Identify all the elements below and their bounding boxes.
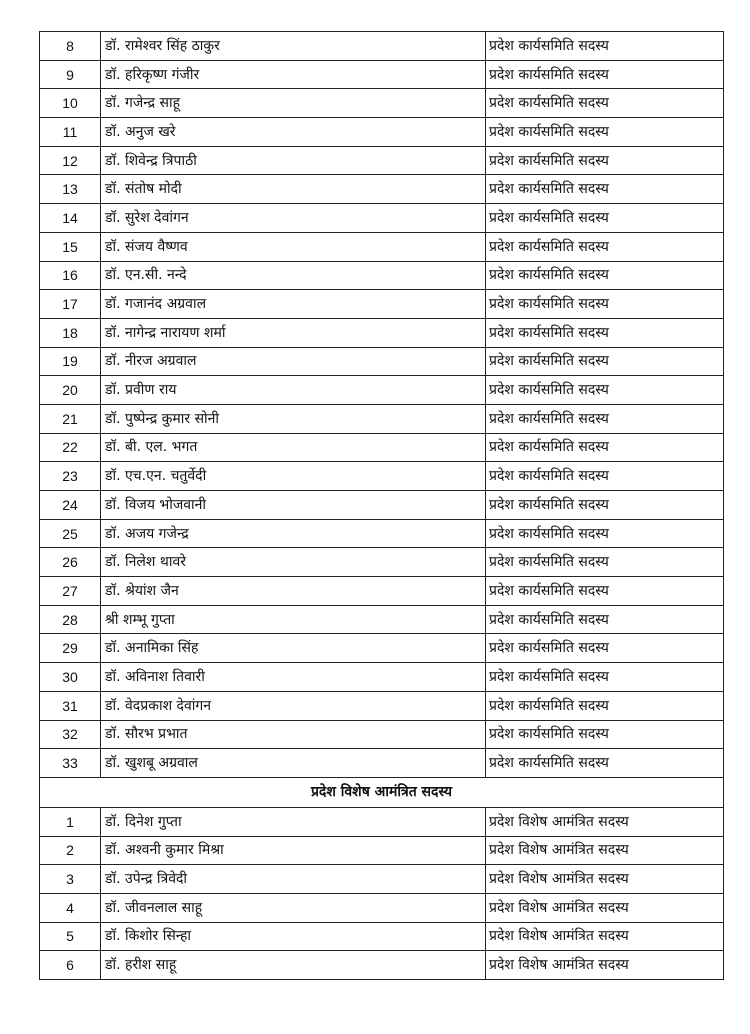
serial-number: 9 xyxy=(40,60,101,89)
table-row xyxy=(40,691,724,720)
serial-number: 24 xyxy=(40,491,101,520)
member-post: प्रदेश कार्यसमिति सदस्य xyxy=(486,462,724,491)
serial-number: 29 xyxy=(40,634,101,663)
serial-number: 28 xyxy=(40,605,101,634)
member-name: डॉ. किशोर सिन्हा xyxy=(101,922,486,951)
serial-number: 12 xyxy=(40,146,101,175)
member-name: डॉ. अजय गजेन्द्र xyxy=(101,519,486,548)
table-row xyxy=(40,261,724,290)
serial-number: 21 xyxy=(40,404,101,433)
table-row xyxy=(40,175,724,204)
member-post: प्रदेश कार्यसमिति सदस्य xyxy=(486,146,724,175)
serial-number: 13 xyxy=(40,175,101,204)
serial-number: 16 xyxy=(40,261,101,290)
table-row xyxy=(40,951,724,980)
table-row xyxy=(40,118,724,147)
table-row xyxy=(40,836,724,865)
serial-number: 33 xyxy=(40,749,101,778)
section-title: प्रदेश विशेष आमंत्रित सदस्य xyxy=(40,777,724,807)
serial-number: 2 xyxy=(40,836,101,865)
member-post: प्रदेश विशेष आमंत्रित सदस्य xyxy=(486,865,724,894)
member-post: प्रदेश विशेष आमंत्रित सदस्य xyxy=(486,893,724,922)
karyasamiti-members xyxy=(40,32,724,778)
member-name: डॉ. सुरेश देवांगन xyxy=(101,204,486,233)
member-post: प्रदेश कार्यसमिति सदस्य xyxy=(486,577,724,606)
member-name: डॉ. अनामिका सिंह xyxy=(101,634,486,663)
member-name: श्री शम्भू गुप्ता xyxy=(101,605,486,634)
member-name: डॉ. एच.एन. चतुर्वेदी xyxy=(101,462,486,491)
serial-number: 5 xyxy=(40,922,101,951)
member-post: प्रदेश कार्यसमिति सदस्य xyxy=(486,376,724,405)
table-row xyxy=(40,404,724,433)
member-post: प्रदेश विशेष आमंत्रित सदस्य xyxy=(486,922,724,951)
member-name: डॉ. वेदप्रकाश देवांगन xyxy=(101,691,486,720)
member-name: डॉ. शिवेन्द्र त्रिपाठी xyxy=(101,146,486,175)
member-post: प्रदेश कार्यसमिति सदस्य xyxy=(486,720,724,749)
serial-number: 27 xyxy=(40,577,101,606)
member-post: प्रदेश कार्यसमिति सदस्य xyxy=(486,749,724,778)
member-name: डॉ. नागेन्द्र नारायण शर्मा xyxy=(101,318,486,347)
member-post: प्रदेश कार्यसमिति सदस्य xyxy=(486,404,724,433)
serial-number: 32 xyxy=(40,720,101,749)
member-name: डॉ. अविनाश तिवारी xyxy=(101,663,486,692)
member-post: प्रदेश कार्यसमिति सदस्य xyxy=(486,318,724,347)
table-row xyxy=(40,60,724,89)
member-name: डॉ. दिनेश गुप्ता xyxy=(101,807,486,836)
table-row xyxy=(40,462,724,491)
table-row xyxy=(40,577,724,606)
member-name: डॉ. श्रेयांश जैन xyxy=(101,577,486,606)
member-name: डॉ. अनुज खरे xyxy=(101,118,486,147)
table-row xyxy=(40,922,724,951)
table-row xyxy=(40,89,724,118)
serial-number: 30 xyxy=(40,663,101,692)
serial-number: 6 xyxy=(40,951,101,980)
member-post: प्रदेश कार्यसमिति सदस्य xyxy=(486,605,724,634)
serial-number: 15 xyxy=(40,232,101,261)
member-post: प्रदेश कार्यसमिति सदस्य xyxy=(486,347,724,376)
member-name: डॉ. नीरज अग्रवाल xyxy=(101,347,486,376)
table-row xyxy=(40,433,724,462)
table-row xyxy=(40,893,724,922)
serial-number: 3 xyxy=(40,865,101,894)
table-row xyxy=(40,519,724,548)
serial-number: 8 xyxy=(40,32,101,61)
member-post: प्रदेश कार्यसमिति सदस्य xyxy=(486,634,724,663)
member-name: डॉ. विजय भोजवानी xyxy=(101,491,486,520)
member-name: डॉ. प्रवीण राय xyxy=(101,376,486,405)
member-name: डॉ. अश्वनी कुमार मिश्रा xyxy=(101,836,486,865)
member-post: प्रदेश विशेष आमंत्रित सदस्य xyxy=(486,951,724,980)
serial-number: 31 xyxy=(40,691,101,720)
table-row xyxy=(40,232,724,261)
member-name: डॉ. बी. एल. भगत xyxy=(101,433,486,462)
member-name: डॉ. हरिकृष्ण गंजीर xyxy=(101,60,486,89)
member-name: डॉ. गजेन्द्र साहू xyxy=(101,89,486,118)
serial-number: 23 xyxy=(40,462,101,491)
section-header-group xyxy=(40,777,724,807)
member-name: डॉ. हरीश साहू xyxy=(101,951,486,980)
member-name: डॉ. गजानंद अग्रवाल xyxy=(101,290,486,319)
serial-number: 18 xyxy=(40,318,101,347)
member-post: प्रदेश कार्यसमिति सदस्य xyxy=(486,32,724,61)
member-post: प्रदेश कार्यसमिति सदस्य xyxy=(486,261,724,290)
member-name: डॉ. जीवनलाल साहू xyxy=(101,893,486,922)
vishesh-members xyxy=(40,807,724,979)
serial-number: 1 xyxy=(40,807,101,836)
table-row xyxy=(40,865,724,894)
member-post: प्रदेश विशेष आमंत्रित सदस्य xyxy=(486,807,724,836)
member-name: डॉ. एन.सी. नन्दे xyxy=(101,261,486,290)
table-row xyxy=(40,605,724,634)
serial-number: 25 xyxy=(40,519,101,548)
member-post: प्रदेश कार्यसमिति सदस्य xyxy=(486,491,724,520)
member-name: डॉ. पुष्पेन्द्र कुमार सोनी xyxy=(101,404,486,433)
member-name: डॉ. रामेश्वर सिंह ठाकुर xyxy=(101,32,486,61)
member-post: प्रदेश कार्यसमिति सदस्य xyxy=(486,433,724,462)
member-post: प्रदेश कार्यसमिति सदस्य xyxy=(486,691,724,720)
members-table xyxy=(39,31,724,980)
table-row xyxy=(40,290,724,319)
member-post: प्रदेश कार्यसमिति सदस्य xyxy=(486,118,724,147)
table-row xyxy=(40,663,724,692)
serial-number: 22 xyxy=(40,433,101,462)
table-row xyxy=(40,491,724,520)
member-name: डॉ. खुशबू अग्रवाल xyxy=(101,749,486,778)
member-name: डॉ. उपेन्द्र त्रिवेदी xyxy=(101,865,486,894)
member-name: डॉ. संतोष मोदी xyxy=(101,175,486,204)
table-row xyxy=(40,318,724,347)
table-row xyxy=(40,807,724,836)
member-post: प्रदेश कार्यसमिति सदस्य xyxy=(486,60,724,89)
member-post: प्रदेश कार्यसमिति सदस्य xyxy=(486,290,724,319)
table-row xyxy=(40,347,724,376)
serial-number: 11 xyxy=(40,118,101,147)
member-post: प्रदेश कार्यसमिति सदस्य xyxy=(486,89,724,118)
member-post: प्रदेश कार्यसमिति सदस्य xyxy=(486,204,724,233)
member-name: डॉ. सौरभ प्रभात xyxy=(101,720,486,749)
table-row xyxy=(40,204,724,233)
table-row xyxy=(40,749,724,778)
serial-number: 10 xyxy=(40,89,101,118)
member-post: प्रदेश कार्यसमिति सदस्य xyxy=(486,548,724,577)
serial-number: 26 xyxy=(40,548,101,577)
member-post: प्रदेश कार्यसमिति सदस्य xyxy=(486,175,724,204)
table-row xyxy=(40,32,724,61)
member-name: डॉ. निलेश थावरे xyxy=(101,548,486,577)
member-post: प्रदेश कार्यसमिति सदस्य xyxy=(486,519,724,548)
table-row xyxy=(40,146,724,175)
serial-number: 17 xyxy=(40,290,101,319)
serial-number: 4 xyxy=(40,893,101,922)
member-post: प्रदेश कार्यसमिति सदस्य xyxy=(486,663,724,692)
member-post: प्रदेश विशेष आमंत्रित सदस्य xyxy=(486,836,724,865)
table-row xyxy=(40,720,724,749)
section-header-row xyxy=(40,777,724,807)
serial-number: 19 xyxy=(40,347,101,376)
member-post: प्रदेश कार्यसमिति सदस्य xyxy=(486,232,724,261)
serial-number: 20 xyxy=(40,376,101,405)
serial-number: 14 xyxy=(40,204,101,233)
table-row xyxy=(40,548,724,577)
table-row xyxy=(40,634,724,663)
member-name: डॉ. संजय वैष्णव xyxy=(101,232,486,261)
table-row xyxy=(40,376,724,405)
